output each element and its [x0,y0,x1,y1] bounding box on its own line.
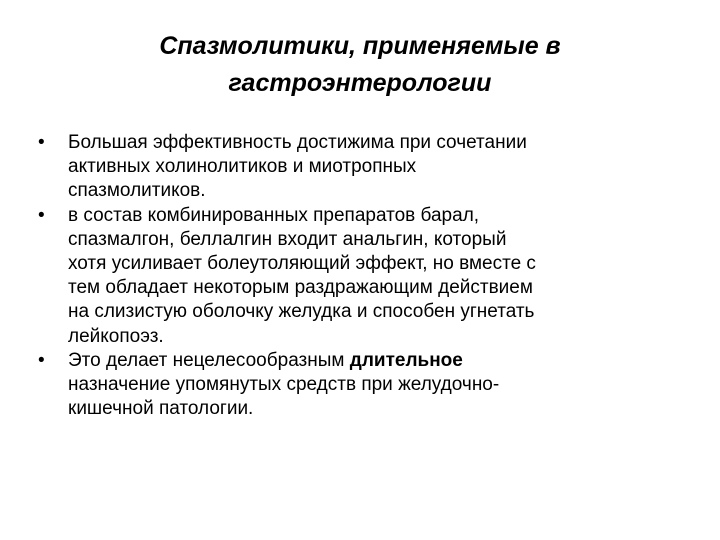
bullet-text-line: назначение упомянутых средств при желудочно- [68,374,500,396]
bullet-icon: • [38,132,45,153]
bullet-text-line: хотя усиливает болеутоляющий эффект, но вместе с [68,253,536,275]
bullet-icon: • [38,349,45,371]
bullet-text-line: активных холинолитиков и миотропных [68,156,417,178]
bullet-text-line: спазмолитиков. [68,180,206,202]
bullet-item [38,204,688,349]
bullet-text-line: кишечной патологии. [68,398,254,420]
bullet-text-line: Большая эффективность достижима при сочетании [68,132,527,153]
title-line: гастроэнтерологии [228,69,492,97]
title-line: Спазмолитики, применяемые в [159,32,561,60]
bullet-item [38,349,688,422]
bullet-list [38,131,688,421]
bullet-text-line: на слизистую оболочку желудка и способен угнетать [68,301,535,323]
bullet-item [38,131,688,204]
bullet-text-segment: Это делает нецелесообразным [68,349,350,371]
bold-emphasis: длительное [349,349,463,371]
slide-title [60,28,660,102]
bullet-text-line: спазмалгон, беллалгин входит анальгин, который [68,228,507,250]
bullet-text-line [68,349,688,373]
bullet-text-line: тем обладает некоторым раздражающим действием [68,277,533,299]
bullet-text-line: в состав комбинированных препаратов барал, [68,204,480,226]
bullet-icon: • [38,204,45,226]
bullet-text-line: лейкопоэз. [68,325,164,347]
